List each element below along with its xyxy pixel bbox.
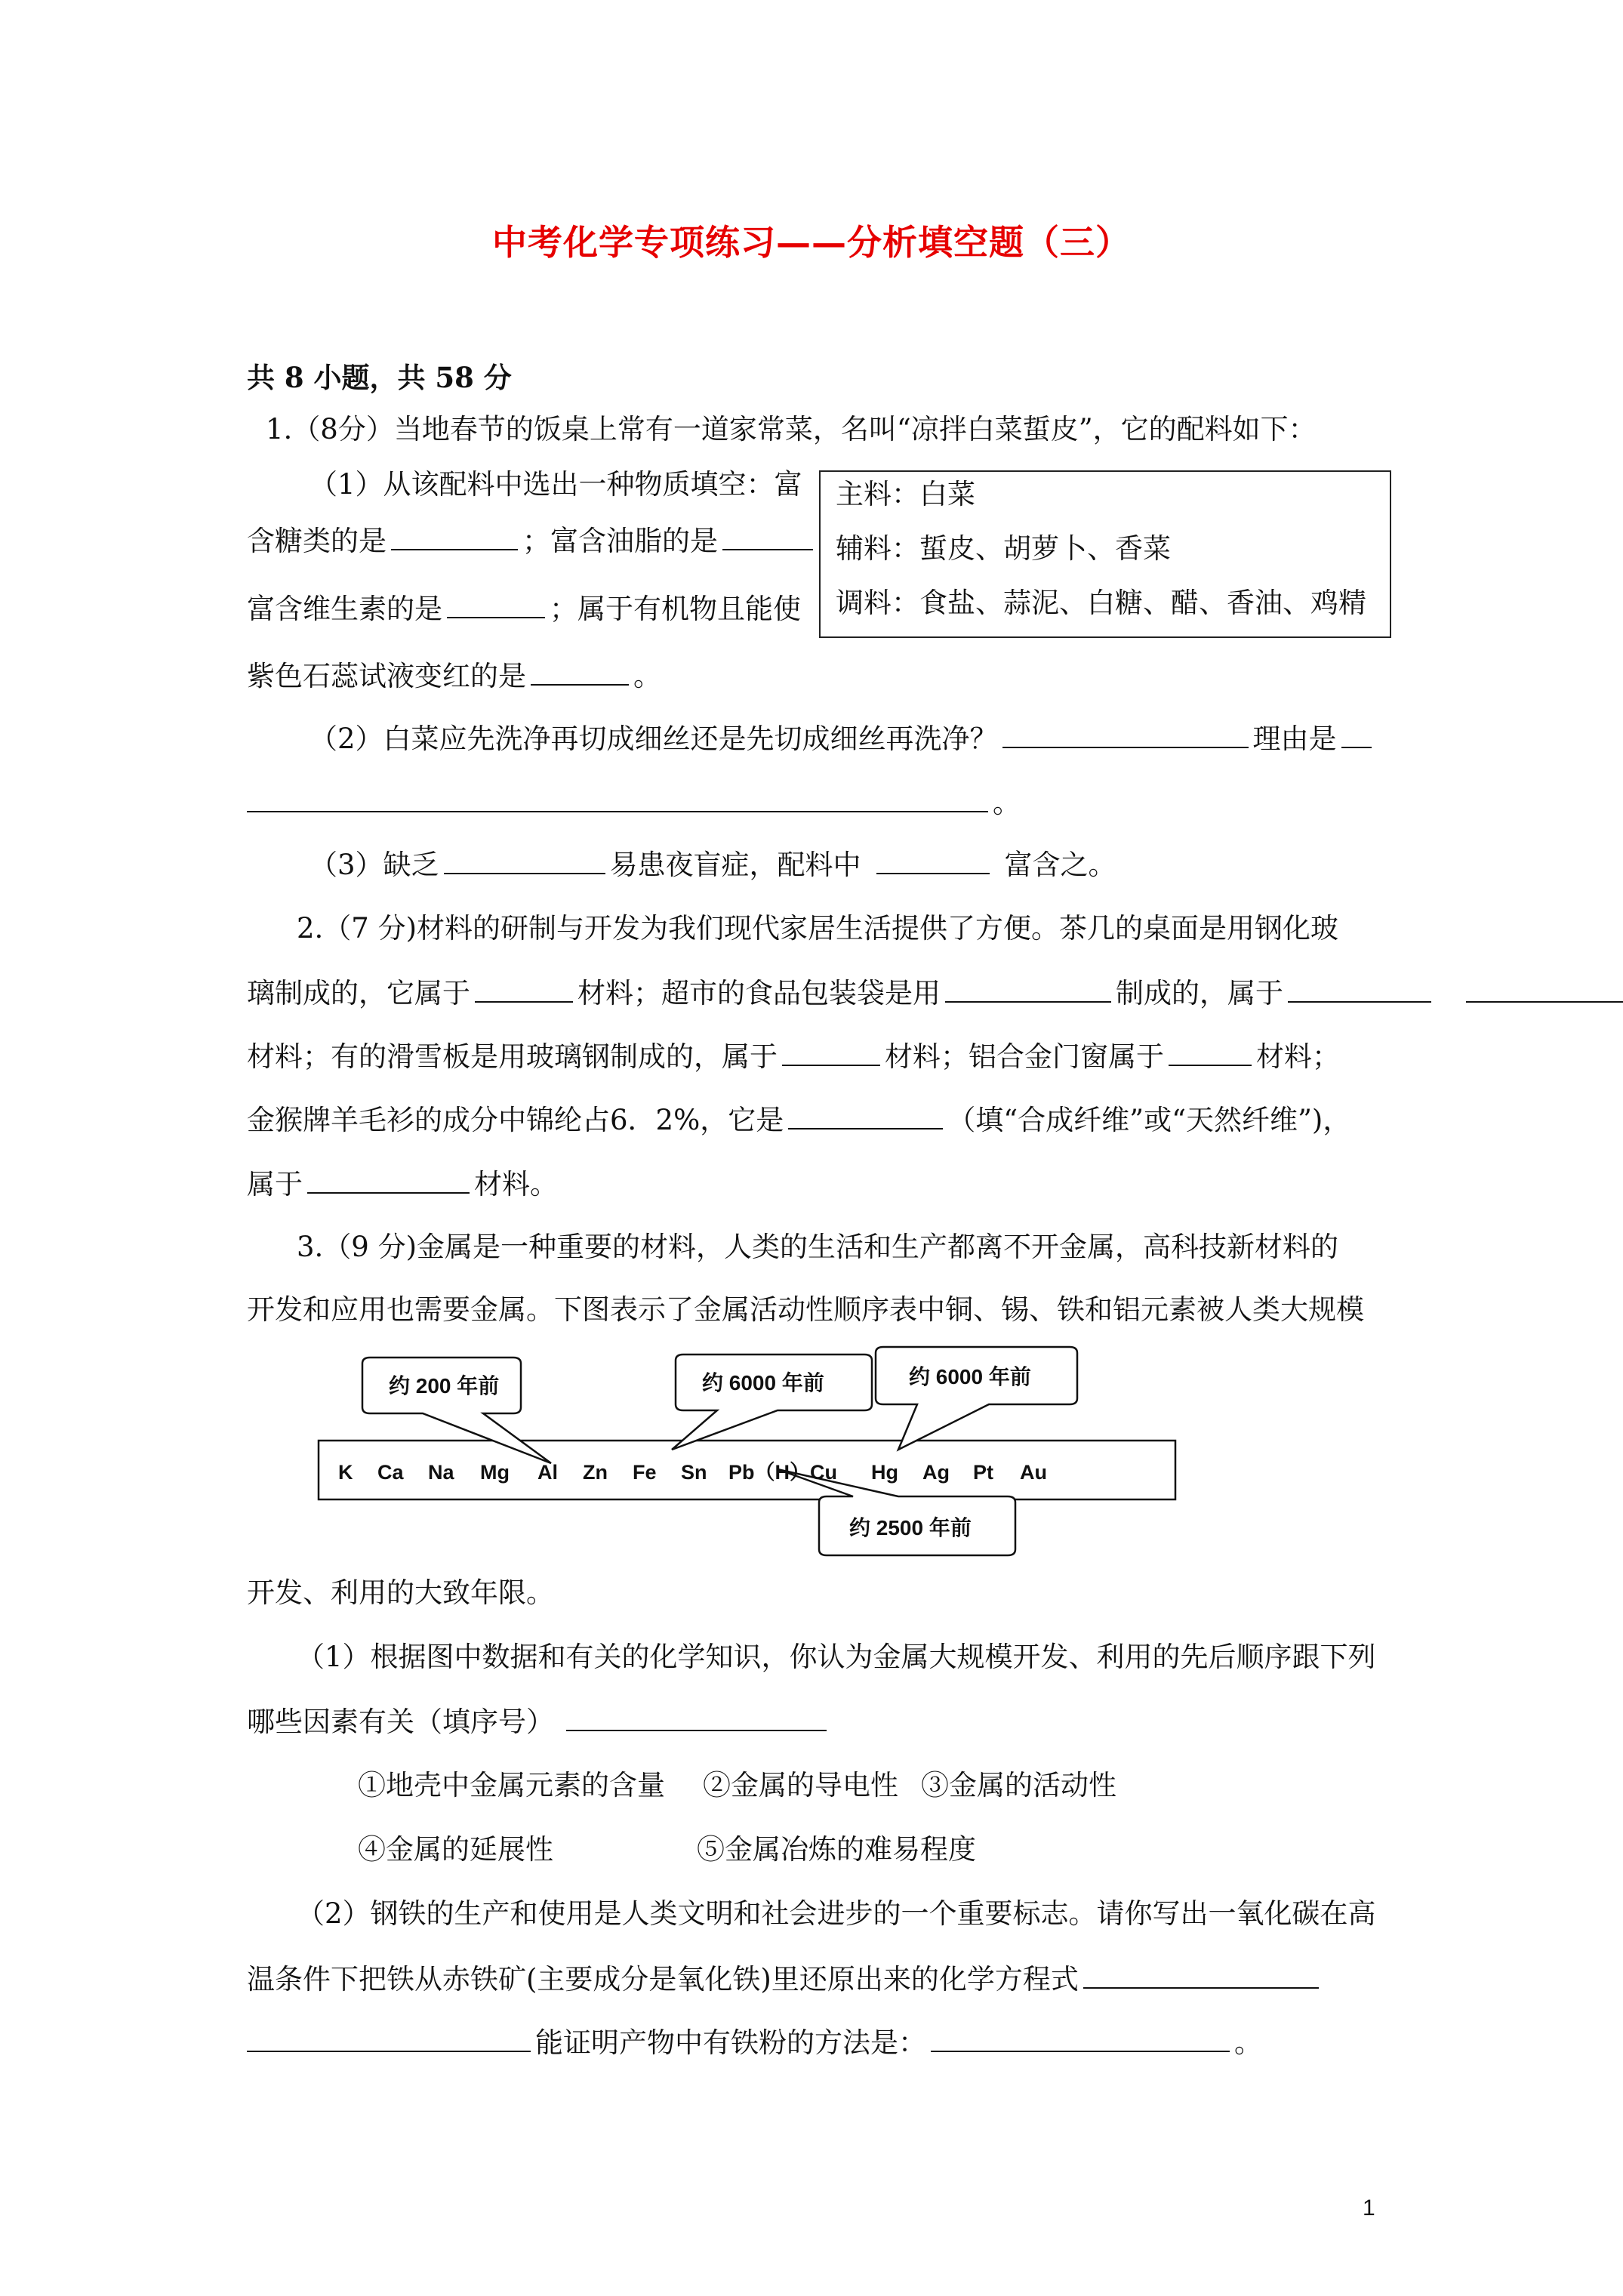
metal-al: Al — [537, 1461, 558, 1484]
q3-p2-line3: 能证明产物中有铁粉的方法是： 。 — [247, 2025, 1262, 2060]
blank-iron-proof[interactable] — [931, 2025, 1230, 2052]
callout-6000-a: 约 6000 年前 — [702, 1371, 824, 1395]
page-title: 中考化学专项练习——分析填空题（三） — [492, 222, 1131, 263]
callout-200: 约 200 年前 — [389, 1374, 500, 1398]
blank-aluminum[interactable] — [1169, 1039, 1252, 1066]
q2-line2: 璃制成的，它属于 材料；超市的食品包装袋是用 制成的，属于 — [247, 975, 1623, 1010]
blank-equation-cont[interactable] — [247, 2025, 531, 2052]
option-3: ③金属的活动性 — [921, 1769, 1116, 1801]
blank-vitamin[interactable] — [447, 591, 545, 618]
metal-sn: Sn — [681, 1461, 707, 1484]
q2-line4: 金猴牌羊毛衫的成分中锦纶占6．2%，它是 （填“合成纤维”或“天然纤维”)， — [247, 1104, 1351, 1136]
q3-p2-line1: （2）钢铁的生产和使用是人类文明和社会进步的一个重要标志。请你写出一氧化碳在高 — [297, 1897, 1376, 1930]
ingredient-box — [819, 470, 1391, 638]
summary: 共 8 小题，共 58 分 — [247, 361, 512, 394]
q3-p1-line1: （1）根据图中数据和有关的化学知识，你认为金属大规模开发、利用的先后顺序跟下列 — [297, 1641, 1376, 1673]
metal-fe: Fe — [633, 1461, 657, 1484]
q3-p1-line2: 哪些因素有关（填序号） — [247, 1704, 831, 1739]
blank-equation[interactable] — [1083, 1962, 1319, 1989]
metal-ca: Ca — [377, 1461, 404, 1484]
q1-p2-line1: （2）白菜应先洗净再切成细丝还是先切成细丝再洗净？ 理由是 — [310, 721, 1376, 756]
blank-sugar[interactable] — [391, 523, 518, 550]
blank-bag-material[interactable] — [945, 975, 1111, 1003]
box-aux: 辅料：蜇皮、胡萝卜、香菜 — [836, 532, 1171, 565]
blank-acid[interactable] — [531, 658, 629, 686]
q3-line2: 开发和应用也需要金属。下图表示了金属活动性顺序表中铜、锡、铁和铝元素被人类大规模 — [247, 1293, 1364, 1326]
q1-p1-line3: 富含维生素的是 ；属于有机物且能使 — [247, 593, 801, 625]
metal-zn: Zn — [583, 1461, 608, 1484]
q1-intro: 1.（8分）当地春节的饭桌上常有一道家常菜，名叫“凉拌白菜蜇皮”，它的配料如下： — [266, 413, 1317, 445]
box-main: 主料：白菜 — [836, 478, 975, 510]
option-4: ④金属的延展性 — [358, 1833, 553, 1866]
metal-au: Au — [1020, 1461, 1047, 1484]
blank-factors[interactable] — [566, 1704, 827, 1731]
q1-p1-line1: （1）从该配料中选出一种物质填空：富 — [310, 468, 802, 501]
q1-p2-line2: 。 — [247, 785, 1021, 820]
callout-6000-b: 约 6000 年前 — [909, 1365, 1031, 1388]
option-2: ②金属的导电性 — [703, 1769, 898, 1801]
metal-pb-h-cu: Pb（H）Cu — [728, 1461, 837, 1484]
blank-ski[interactable] — [782, 1039, 880, 1066]
q1-p3: （3）缺乏 易患夜盲症，配料中 富含之。 — [310, 849, 1116, 881]
blank-bag-type-2[interactable] — [1466, 975, 1623, 1003]
q2-line1: 2.（7 分)材料的研制与开发为我们现代家居生活提供了方便。茶几的桌面是用钢化玻 — [297, 912, 1339, 945]
q3-line1: 3.（9 分)金属是一种重要的材料，人类的生活和生产都离不开金属，高科技新材料的 — [297, 1231, 1339, 1263]
blank-fiber[interactable] — [788, 1102, 943, 1130]
q2-line3: 材料；有的滑雪板是用玻璃钢制成的，属于 材料；铝合金门窗属于 材料； — [247, 1040, 1340, 1073]
q3-options-row1 — [358, 1769, 1116, 1802]
page-number: 1 — [1363, 2196, 1375, 2220]
blank-order[interactable] — [1002, 721, 1249, 748]
metal-k: K — [338, 1461, 353, 1484]
blank-reason[interactable] — [247, 785, 988, 812]
option-1: ①地壳中金属元素的含量 — [358, 1769, 665, 1801]
q2-line5: 属于 材料。 — [247, 1168, 558, 1200]
blank-reason-start[interactable] — [1341, 721, 1372, 748]
blank-bag-type[interactable] — [1288, 975, 1431, 1003]
q1-p1-line4: 紫色石蕊试液变红的是 。 — [247, 660, 661, 692]
blank-fiber-type[interactable] — [307, 1166, 470, 1194]
q3-line3: 开发、利用的大致年限。 — [247, 1576, 554, 1609]
metal-hg: Hg — [871, 1461, 898, 1484]
metal-ag: Ag — [922, 1461, 950, 1484]
metal-activity-diagram — [310, 1336, 1185, 1581]
q3-options-row2 — [358, 1833, 976, 1866]
blank-oil[interactable] — [722, 523, 813, 550]
metal-pt: Pt — [973, 1461, 993, 1484]
metal-na: Na — [428, 1461, 454, 1484]
blank-deficiency[interactable] — [444, 847, 605, 874]
option-5: ⑤金属冶炼的难易程度 — [697, 1833, 976, 1866]
q3-p2-line2: 温条件下把铁从赤铁矿(主要成分是氧化铁)里还原出来的化学方程式 — [247, 1962, 1323, 1996]
metal-mg: Mg — [480, 1461, 510, 1484]
callout-2500: 约 2500 年前 — [849, 1516, 972, 1539]
q1-p1-line2: 含糖类的是 ；富含油脂的是 — [247, 523, 818, 558]
blank-source[interactable] — [876, 847, 990, 874]
blank-glass[interactable] — [475, 975, 573, 1003]
box-season: 调料：食盐、蒜泥、白糖、醋、香油、鸡精 — [836, 587, 1366, 619]
